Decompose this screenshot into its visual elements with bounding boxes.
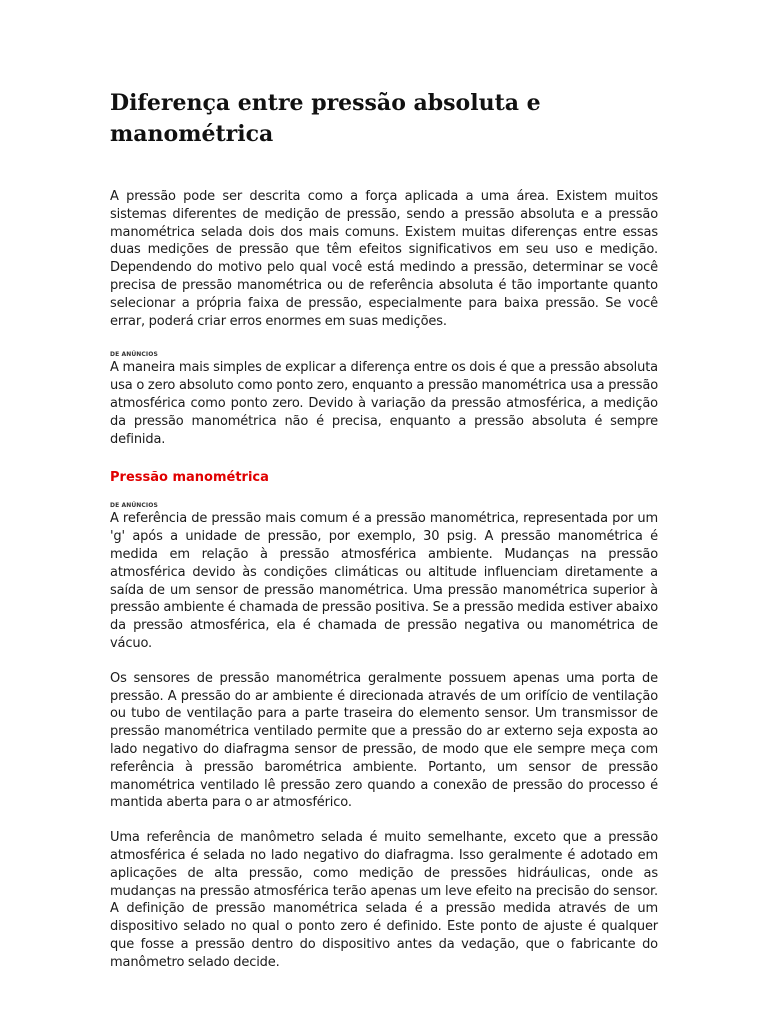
ad-label: DE ANÚNCIOS: [110, 351, 158, 359]
paragraph-gauge-sensors: Os sensores de pressão manométrica geralmente possuem apenas uma porta de pressão. A pressão do ar ambiente é direcionada através de um orifício de ventilação ou tubo de ventilação para a parte traseira do elemento sensor. Um transmissor de pressão manométrica ventilado permite que a pressão do ar externo seja exposta ao lado negativo do diafragma sensor de pressão, de modo que ele sempre meça com referência à pressão barométrica ambiente. Portanto, um sensor de pressão manométrica ventilado lê pressão zero quando a conexão de pressão do processo é mantida aberta para o ar atmosférico.: [110, 670, 658, 811]
paragraph-sealed-gauge: Uma referência de manômetro selada é muito semelhante, exceto que a pressão atmosférica é selada no lado negativo do diafragma. Isso geralmente é adotado em aplicações de alta pressão, como medição de pressões hidráulicas, onde as mudanças na pressão atmosférica terão apenas um leve efeito na precisão do sensor. A definição de pressão manométrica selada é a pressão medida através de um dispositivo selado no qual o ponto zero é definido. Este ponto de ajuste é qualquer que fosse a pressão dentro do dispositivo antes da vedação, que o fabricante do manômetro selado decide.: [110, 830, 658, 970]
paragraph-absolute-vs-gauge: A maneira mais simples de explicar a diferença entre os dois é que a pressão absoluta usa o zero absoluto como ponto zero, enquanto a pressão manométrica usa a pressão atmosférica como ponto zero. Devido à variação da pressão atmosférica, a medição da pressão manométrica não é precisa, enquanto a pressão absoluta é sempre definida.: [110, 360, 658, 447]
article-body: [110, 88, 658, 971]
ad-label: DE ANÚNCIOS: [110, 502, 158, 510]
intro-paragraph: A pressão pode ser descrita como a força aplicada a uma área. Existem muitos sistemas diferentes de medição de pressão, sendo a pressão absoluta e a pressão manométrica selada dois dos mais comuns. Existem muitas diferenças entre essas duas medições de pressão que têm efeitos significativos em seu uso e medição. Dependendo do motivo pelo qual você está medindo a pressão, determinar se você precisa de pressão manométrica ou de referência absoluta é tão importante quanto selecionar a própria faixa de pressão, especialmente para baixa pressão. Se você errar, poderá criar erros enormes em suas medições.: [110, 189, 658, 329]
article-title: Diferença entre pressão absoluta e manométrica: [110, 90, 541, 147]
paragraph-gauge-reference: A referência de pressão mais comum é a pressão manométrica, representada por um 'g' após a unidade de pressão, por exemplo, 30 psig. A pressão manométrica é medida em relação à pressão atmosférica ambiente. Mudanças na pressão atmosférica devido às condições climáticas ou altitude influenciam diretamente a saída de um sensor de pressão manométrica. Uma pressão manométrica superior à pressão ambiente é chamada de pressão positiva. Se a pressão medida estiver abaixo da pressão atmosférica, ela é chamada de pressão negativa ou manométrica de vácuo.: [110, 511, 658, 651]
section-heading-gauge-pressure: Pressão manométrica: [110, 470, 269, 486]
